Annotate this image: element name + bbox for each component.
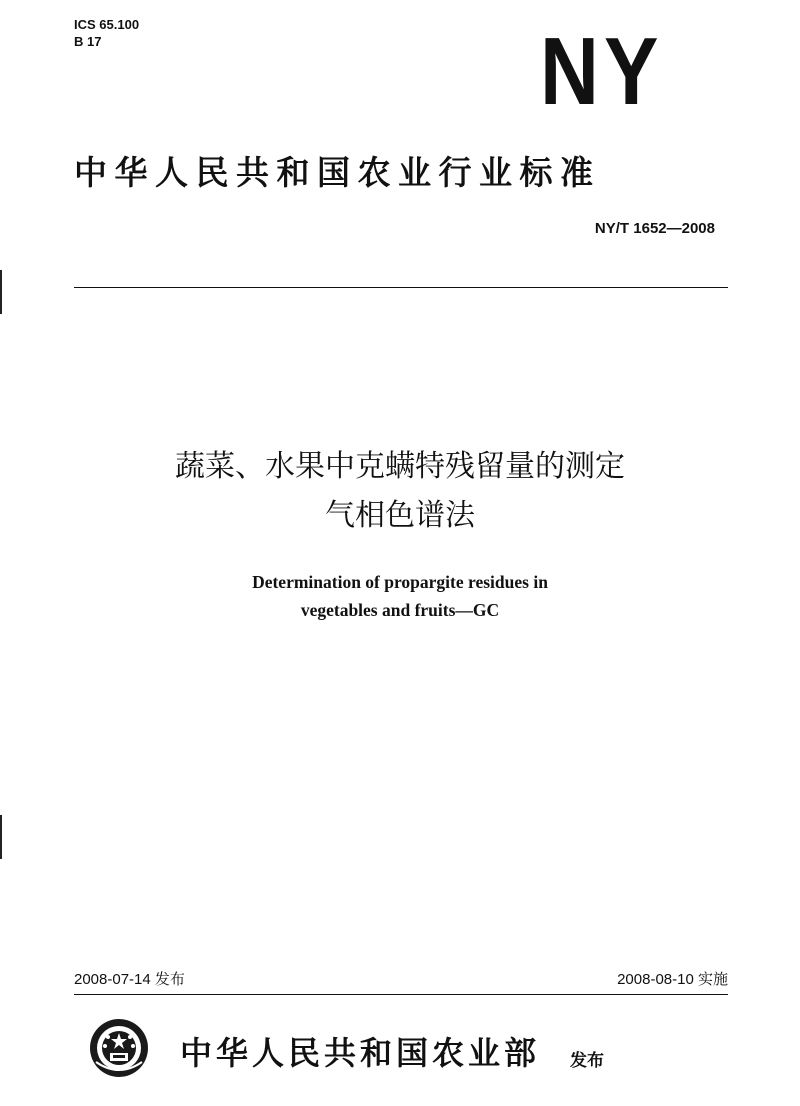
classification-codes (74, 16, 139, 50)
document-title-cn-line2: 气相色谱法 (325, 498, 475, 533)
bottom-divider (74, 994, 728, 995)
document-title-en-line2: vegetables and fruits—GC (300, 600, 500, 620)
top-divider (74, 287, 728, 288)
implementation-date: 2008-08-10 实施 (617, 971, 728, 988)
national-emblem-icon (88, 1016, 150, 1080)
standard-number: NY/T 1652—2008 (594, 220, 715, 237)
issuing-authority: 中华人民共和国农业部 (180, 1034, 541, 1072)
scan-margin-mark (0, 815, 2, 859)
scan-margin-mark (0, 270, 2, 314)
issuing-authority-suffix: 发布 (570, 1051, 604, 1071)
ccs-code: B 17 (74, 34, 102, 49)
ics-code: ICS 65.100 (74, 17, 140, 32)
issue-date: 2008-07-14 发布 (74, 971, 185, 988)
document-title-en-line1: Determination of propargite residues in (252, 572, 548, 592)
document-title-cn-line1: 蔬菜、水果中克螨特残留量的测定 (175, 449, 625, 484)
ny-logo: NY (540, 18, 664, 125)
standard-title: 中华人民共和国农业行业标准 (74, 153, 601, 192)
